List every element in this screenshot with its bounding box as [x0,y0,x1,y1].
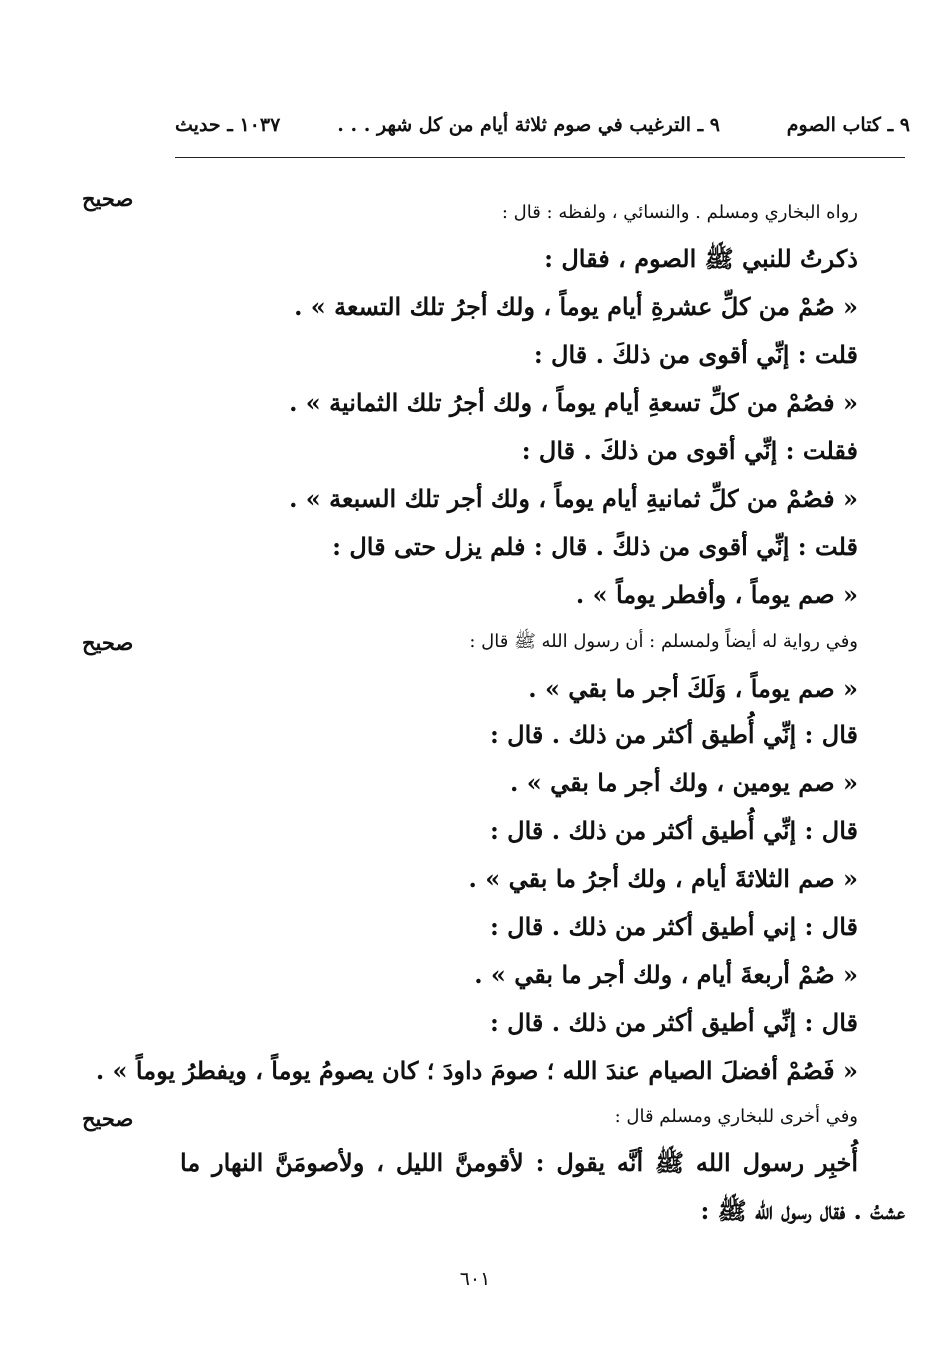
text-line: قلت : إنِّي أقوى من ذلكً . قال : فلم يزل حتى قال : [332,532,858,561]
text-line: « صم الثلاثةَ أيام ، ولك أجرُ ما بقي » . [468,864,858,893]
text-line: وفي رواية له أيضاً ولمسلم : أن رسول الله ﷺ قال : [469,631,858,652]
book-title: ٩ ـ كتاب الصوم [786,114,910,136]
text-line: قال : إنِّي أُطيق أكثر من ذلك . قال : [489,816,858,845]
hadith-count: ١٠٣٧ ـ حديث [175,114,281,136]
text-line: فقلت : إنِّي أقوى من ذلكَ . قال : [521,436,858,465]
text-line: قال : إنِّي أُطيق أكثر من ذلك . قال : [489,720,858,749]
text-line: « صُمْ أربعةَ أيام ، ولك أجر ما بقي » . [474,960,858,989]
text-line: « صم يوماً ، وَلَكَ أجر ما بقي » . [528,674,858,703]
text-line: ذكرتُ للنبي ﷺ الصوم ، فقال : [544,244,858,273]
grade-label: صحيح [82,630,134,655]
text-line: قلت : إنِّي أقوى من ذلكَ . قال : [533,340,858,369]
header-rule [175,157,905,158]
running-header [175,108,910,148]
text-line: وفي أخرى للبخاري ومسلم قال : [614,1106,858,1127]
text-line: قال : إني أطيق أكثر من ذلك . قال : [489,912,858,941]
text-line: رواه البخاري ومسلم . والنسائي ، ولفظه : قال : [501,202,858,223]
text-line: « صم يومين ، ولك أجر ما بقي » . [510,768,858,797]
text-line: « فَصُمْ أفضلَ الصيام عندَ الله ؛ صومَ داودَ ؛ كان يصومُ يوماً ، ويفطرُ يوماً » . [95,1056,858,1085]
chapter-title: ٩ ـ الترغيب في صوم ثلاثة أيام من كل شهر . . . [337,114,720,136]
text-line: أُخبِر رسول الله ﷺ أنَّه يقول : لأقومنَّ الليل ، ولأصومَنَّ النهار ما [180,1148,858,1177]
grade-label: صحيح [82,1106,134,1131]
text-line: « صُمْ من كلِّ عشرةِ أيام يوماً ، ولك أجرُ تلك التسعة » . [294,292,858,321]
text-line: « فصُمْ من كلِّ تسعةِ أيام يوماً ، ولك أجرُ تلك الثمانية » . [289,388,858,417]
text-line: « فصُمْ من كلِّ ثمانيةِ أيام يوماً ، ولك أجر تلك السبعة » . [289,484,858,513]
page-number: ٦٠١ [459,1268,491,1290]
text-line: عشتُ . فقال رسول الله ﷺ : [700,1196,905,1225]
grade-label: صحيح [82,186,134,211]
text-line: « صم يوماً ، وأفطر يوماً » . [575,580,858,609]
text-line: قال : إنِّي أطيق أكثر من ذلك . قال : [489,1008,858,1037]
